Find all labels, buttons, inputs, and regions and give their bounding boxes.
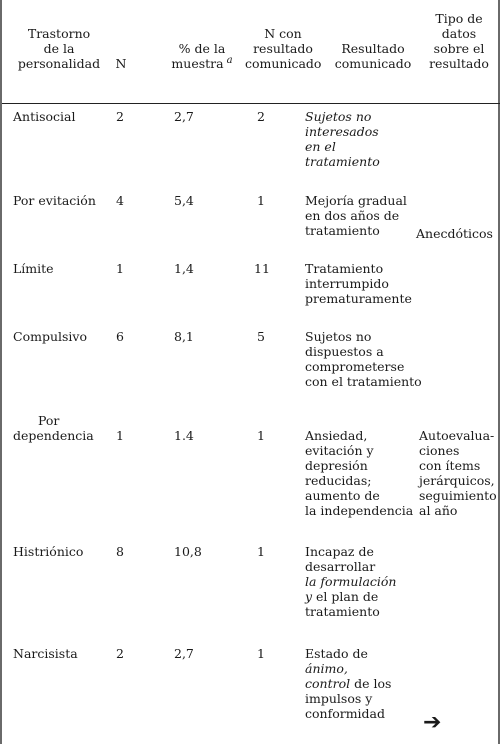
- cell-result: Tratamiento interrumpido prematuramente: [305, 261, 412, 306]
- cell-n: 4: [116, 193, 124, 208]
- cell-disorder: Límite: [13, 261, 54, 276]
- cell-n-reported: 11: [254, 261, 270, 276]
- cell-data-type: Autoevalua- ciones con ítems jerárquicos, seguimiento al año: [419, 428, 497, 518]
- header-rule: [2, 103, 500, 104]
- cell-result: Ansiedad, evitación y depresión reducidas; aumento de la independencia: [305, 428, 414, 518]
- cell-percent: 2,7: [174, 646, 194, 661]
- cell-percent: 2,7: [174, 109, 194, 124]
- cell-disorder: Compulsivo: [13, 329, 87, 344]
- cell-n-reported: 1: [257, 544, 265, 559]
- header-n-reported: N con resultado comunicado: [245, 26, 322, 71]
- cell-data-type: Anecdóticos: [416, 226, 493, 241]
- cell-n: 6: [116, 329, 124, 344]
- cell-result: Sujetos no dispuestos a comprometerse con el tratamiento: [305, 329, 422, 389]
- cell-result: Mejoría gradual en dos años de tratamiento: [305, 193, 407, 238]
- cell-n: 2: [116, 646, 124, 661]
- cell-disorder: Antisocial: [13, 109, 76, 124]
- cell-n-reported: 1: [257, 193, 265, 208]
- cell-n: 2: [116, 109, 124, 124]
- cell-percent: 10,8: [174, 544, 202, 559]
- cell-n-reported: 1: [257, 646, 265, 661]
- cell-n: 1: [116, 261, 124, 276]
- cell-n-reported: 1: [257, 428, 265, 443]
- cell-disorder: Por evitación: [13, 193, 96, 208]
- cell-n: 8: [116, 544, 124, 559]
- right-arrow-icon: ➔: [423, 710, 442, 735]
- header-disorder: Trastorno de la personalidad: [17, 26, 101, 71]
- footnote-marker: a: [226, 55, 233, 66]
- cell-disorder: Narcisista: [13, 646, 78, 661]
- cell-n-reported: 2: [257, 109, 265, 124]
- cell-result: Sujetos no interesados en el tratamiento: [305, 109, 380, 169]
- cell-percent: 1.4: [174, 428, 194, 443]
- cell-percent: 5,4: [174, 193, 194, 208]
- cell-result: Incapaz de desarrollar la formulación y el plan de tratamiento: [305, 544, 397, 619]
- cell-n-reported: 5: [257, 329, 265, 344]
- header-result: Resultado comunicado: [334, 41, 412, 71]
- cell-disorder: Por dependencia: [13, 413, 94, 443]
- cell-percent: 8,1: [174, 329, 194, 344]
- cell-n: 1: [116, 428, 124, 443]
- cell-percent: 1,4: [174, 261, 194, 276]
- header-data-type: Tipo de datos sobre el resultado: [429, 11, 489, 71]
- cell-disorder: Histriónico: [13, 544, 84, 559]
- cell-result: Estado de ánimo, control de los impulsos y conformidad: [305, 646, 392, 721]
- header-percent: % de la muestra $^a$: [171, 41, 233, 71]
- header-n: N: [115, 56, 127, 71]
